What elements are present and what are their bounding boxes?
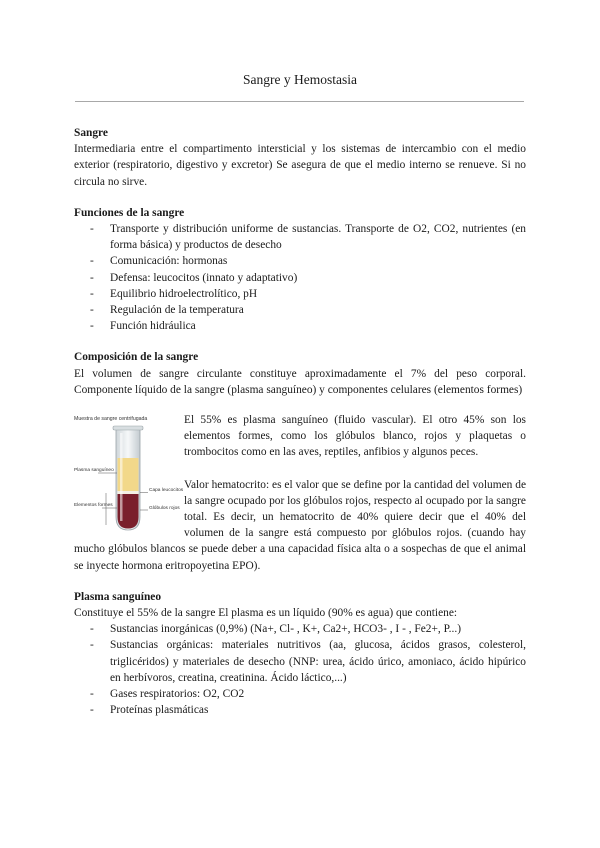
list-item: - Defensa: leucocitos (innato y adaptativo) <box>74 270 526 286</box>
section-intro: El volumen de sangre circulante constituye aproximadamente el 7% del peso corporal. Componente líquido de la sangre (plasma sanguíneo) y componentes celulares (elementos formes) <box>74 367 526 396</box>
document-body <box>74 125 526 734</box>
list-item: - Gases respiratorios: O2, CO2 <box>74 686 526 702</box>
tube-highlight <box>120 433 123 521</box>
figure-caption: Muestra de sangre centrifugada <box>74 416 148 423</box>
list-item: - Comunicación: hormonas <box>74 253 526 269</box>
list-item: - Función hidráulica <box>74 318 526 334</box>
section-composicion <box>74 349 526 573</box>
section-sangre <box>74 125 526 190</box>
functions-list <box>74 221 526 334</box>
section-heading: Sangre <box>74 127 108 139</box>
hematocrit-paragraph: Valor hematocrito: es el valor que se define por la cantidad del volumen de la sangre ocupado por los glóbulos rojos, respecto al ocupado por la sangre total. Es decir, un hematocrito de 40% quiere decir que el 40% del volumen de la sangre está compuesto por glóbulos rojos. (cuando hay mucho glóbulos blancos se puede deber a una capacidad física alta o a sospechas de que el animal se inyecte hormona eritropoyetina EPO). <box>74 478 526 572</box>
label-capa: Capa leucocitos <box>149 488 184 494</box>
document-title: Sangre y Hemostasia <box>243 72 357 87</box>
tube-rim <box>113 426 143 430</box>
section-funciones <box>74 205 526 335</box>
label-elementos: Elementos formes <box>74 503 113 509</box>
list-item: - Regulación de la temperatura <box>74 302 526 318</box>
section-heading: Funciones de la sangre <box>74 206 185 219</box>
plasma-components-list <box>74 621 526 718</box>
title-divider <box>75 101 524 102</box>
list-item: - Equilibrio hidroelectrolítico, pH <box>74 286 526 302</box>
section-heading: Composición de la sangre <box>74 351 199 364</box>
label-globulos: Glóbulos rojos <box>149 506 180 512</box>
list-item: - Sustancias inorgánicas (0,9%) (Na+, Cl- , K+, Ca2+, HCO3- , I - , Fe2+, P...) <box>74 621 526 637</box>
section-plasma <box>74 589 526 719</box>
list-item: - Proteínas plasmáticas <box>74 702 526 718</box>
centrifuged-blood-figure <box>72 413 184 533</box>
list-item: - Transporte y distribución uniforme de sustancias. Transporte de O2, CO2, nutrientes (en forma básica) y productos de desecho <box>74 221 526 253</box>
section-heading: Plasma sanguíneo <box>74 590 162 603</box>
blood-tube-illustration <box>72 413 184 533</box>
composition-paragraph: El 55% es plasma sanguíneo (fluido vascular). El otro 45% son los elementos formes, como los glóbulos blanco, rojos y plaquetas o trombocitos como en las aves, reptiles, anfibios y algunos peces. <box>184 414 526 459</box>
section-intro: Constituye el 55% de la sangre El plasma es un líquido (90% es agua) que contiene: <box>74 607 458 620</box>
list-item: - Sustancias orgánicas: materiales nutritivos (aa, glucosa, ácidos grasos, colesterol, triglicéridos) y materiales de desecho (NNP: urea, ácido úrico, amoniaco, ácido hipúrico en herbívoros, creatina, creatinina. Ácido láctico,...) <box>74 637 526 686</box>
section-text: Intermediaria entre el compartimento intersticial y los sistemas de intercambio con el medio exterior (respiratorio, digestivo y excretor) Se asegura de que el medio interno se renueve. Si no circula no sirve. <box>74 143 526 188</box>
label-plasma: Plasma sanguíneo <box>74 468 114 474</box>
